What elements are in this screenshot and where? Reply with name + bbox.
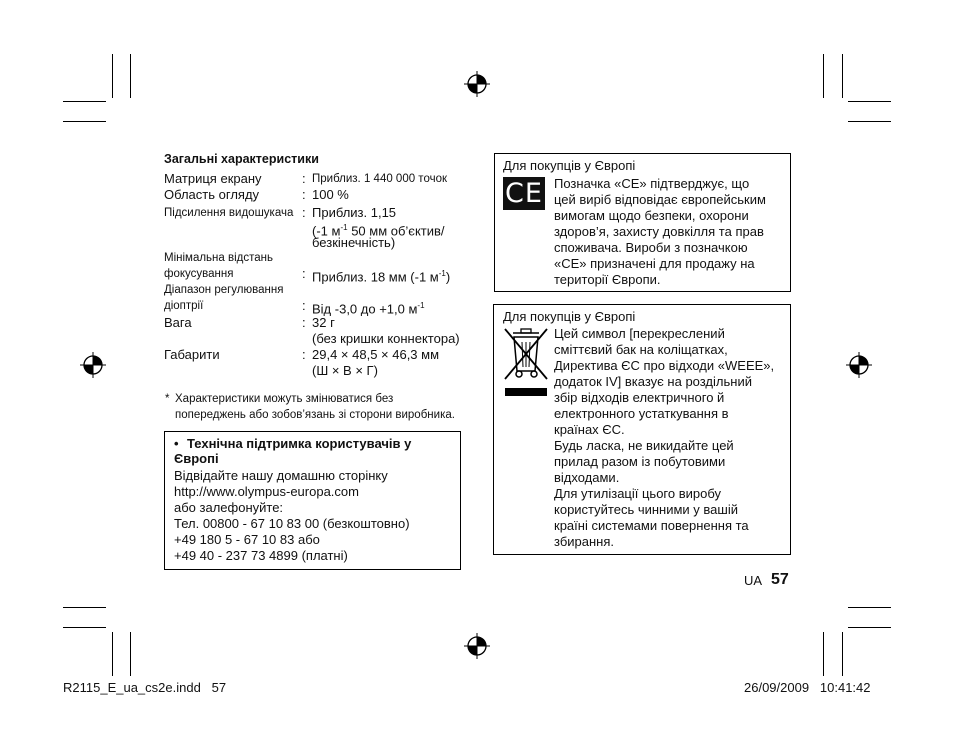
spec-label-screen-matrix: Матриця екрану: [164, 171, 262, 186]
ce-box: [494, 153, 791, 292]
support-url-link[interactable]: http://www.olympus-europa.com: [174, 484, 359, 499]
spec-value-diopter-range: Від -3,0 до +1,0 $м^{-1}$: [312, 301, 425, 317]
spec-colon: :: [302, 298, 306, 313]
weee-line: користуйтесь чинними у вашій: [554, 502, 738, 517]
weee-box: [493, 304, 791, 555]
crop-mark-top-right-v: [823, 54, 824, 98]
crop-mark-top-right-h2: [848, 121, 891, 122]
spec-value-weight: 32 г: [312, 315, 335, 330]
support-title: Технічна підтримка користувачів у: [187, 436, 412, 451]
specs-heading: Загальні характеристики: [164, 152, 319, 166]
weee-line: Цей символ [перекреслений: [554, 326, 725, 341]
registration-mark-right-icon: [846, 352, 872, 378]
crop-mark-bottom-right-v2: [842, 632, 843, 676]
registration-mark-top-icon: [464, 71, 490, 97]
ce-box-header: Для покупців у Європі: [503, 158, 636, 173]
registration-mark-left-icon: [80, 352, 106, 378]
ce-logo: CE: [503, 177, 545, 210]
crop-mark-bottom-left-h: [63, 607, 106, 608]
weee-box-header: Для покупців у Європі: [503, 309, 636, 324]
ce-line: здоров’я, захисту довкілля та прав: [554, 224, 764, 239]
crop-mark-top-left-h: [63, 101, 106, 102]
support-title-line2: Європі: [174, 451, 219, 466]
crop-mark-top-right-h: [848, 101, 891, 102]
spec-value-magnification-line2: (-1 $м^{-1}$ 50 мм об’єктив/: [312, 223, 445, 239]
ce-line: вимогам щодо безпеки, охорони: [554, 208, 749, 223]
ce-line: території Європи.: [554, 272, 661, 287]
crop-mark-top-right-v2: [842, 54, 843, 98]
support-line: або залефонуйте:: [174, 500, 284, 515]
support-phone-free: Тел. 00800 - 67 10 83 00 (безкоштовно): [174, 516, 410, 531]
weee-line: збір відходів електричного й: [554, 390, 725, 405]
spec-colon: :: [302, 171, 306, 186]
weee-line: Для утилізації цього виробу: [554, 486, 722, 501]
spec-colon: :: [302, 187, 306, 202]
crop-mark-bottom-right-v: [823, 632, 824, 676]
weee-line: прилад разом із побутовими: [554, 454, 726, 469]
spec-label-field-of-view: Область огляду: [164, 187, 260, 202]
crop-mark-top-left-h2: [63, 121, 106, 122]
weee-line: країнах ЄС.: [554, 422, 625, 437]
spec-label-min-focus-distance-line2: фокусування: [164, 268, 234, 280]
spec-note-star: *: [165, 393, 170, 405]
crop-mark-top-left-v: [112, 54, 113, 98]
spec-value-screen-matrix: Приблиз. 1 440 000 точок: [312, 173, 448, 185]
ce-line: «CE» призначені для продажу на: [554, 256, 755, 271]
spec-value-field-of-view: 100 %: [312, 187, 349, 202]
spec-label-diopter-range-line2: діоптрії: [164, 300, 204, 312]
spec-value-dimensions: 29,4 × 48,5 × 46,3 мм: [312, 347, 440, 362]
spec-value-weight-line2: (без кришки коннектора): [312, 331, 460, 346]
support-phone-paid-2: +49 40 - 237 73 4899 (платні): [174, 548, 348, 563]
support-bullet: •: [174, 436, 179, 451]
support-line: Відвідайте нашу домашню сторінку: [174, 468, 388, 483]
page-lang-label: UA: [744, 573, 763, 588]
footer-file-info: R2115_E_ua_cs2e.indd 57: [63, 680, 227, 695]
support-box: [164, 431, 461, 570]
spec-colon: :: [302, 315, 306, 330]
spec-colon: :: [302, 266, 306, 281]
support-phone-paid-1: +49 180 5 - 67 10 83 або: [174, 532, 320, 547]
page-number: 57: [771, 571, 789, 588]
spec-label-weight: Вага: [164, 315, 192, 330]
weee-line: додаток IV] вказує на роздільний: [554, 374, 752, 389]
spec-colon: :: [302, 347, 306, 362]
crop-mark-bottom-left-h2: [63, 627, 106, 628]
spec-label-magnification: Підсилення видошукача: [164, 207, 294, 219]
registration-mark-bottom-icon: [464, 633, 490, 659]
crop-mark-bottom-right-h: [848, 607, 891, 608]
crop-mark-bottom-right-h2: [848, 627, 891, 628]
crop-mark-bottom-left-v2: [130, 632, 131, 676]
crop-mark-top-left-v2: [130, 54, 131, 98]
weee-line: країні системами повернення та: [554, 518, 749, 533]
ce-line: споживача. Вироби з позначкою: [554, 240, 748, 255]
spec-label-dimensions: Габарити: [164, 347, 220, 362]
ce-line: Позначка «CE» підтверджує, що: [554, 176, 750, 191]
spec-value-magnification: Приблиз. 1,15: [312, 205, 397, 220]
spec-note-line-2: попереджень або зобов’язань зі сторони виробника.: [175, 409, 455, 421]
weee-line: відходами.: [554, 470, 620, 485]
footer-date-info: 26/09/2009 10:41:42: [744, 680, 871, 695]
spec-colon: :: [302, 205, 306, 220]
weee-line: електронного устаткування в: [554, 406, 729, 421]
weee-line: сміттєвий бак на коліщатках,: [554, 342, 728, 357]
spec-value-min-focus-distance: Приблиз. 18 мм (-1 $м^{-1}$): [312, 269, 451, 285]
spec-value-dimensions-line2: (Ш × В × Г): [312, 363, 378, 378]
spec-label-diopter-range: Діапазон регулювання: [164, 284, 284, 296]
spec-note-line-1: Характеристики можуть змінюватися без: [175, 393, 394, 405]
spec-value-magnification-line3: безкінечність): [312, 235, 396, 250]
weee-line: Директива ЄС про відходи «WEEE»,: [554, 358, 775, 373]
weee-line: збирання.: [554, 534, 614, 549]
ce-line: цей виріб відповідає європейським: [554, 192, 766, 207]
spec-label-min-focus-distance: Мінімальна відстань: [164, 252, 273, 264]
crossed-out-wheelie-bin-icon: [503, 327, 549, 399]
weee-line: Будь ласка, не викидайте цей: [554, 438, 734, 453]
crop-mark-bottom-left-v: [112, 632, 113, 676]
